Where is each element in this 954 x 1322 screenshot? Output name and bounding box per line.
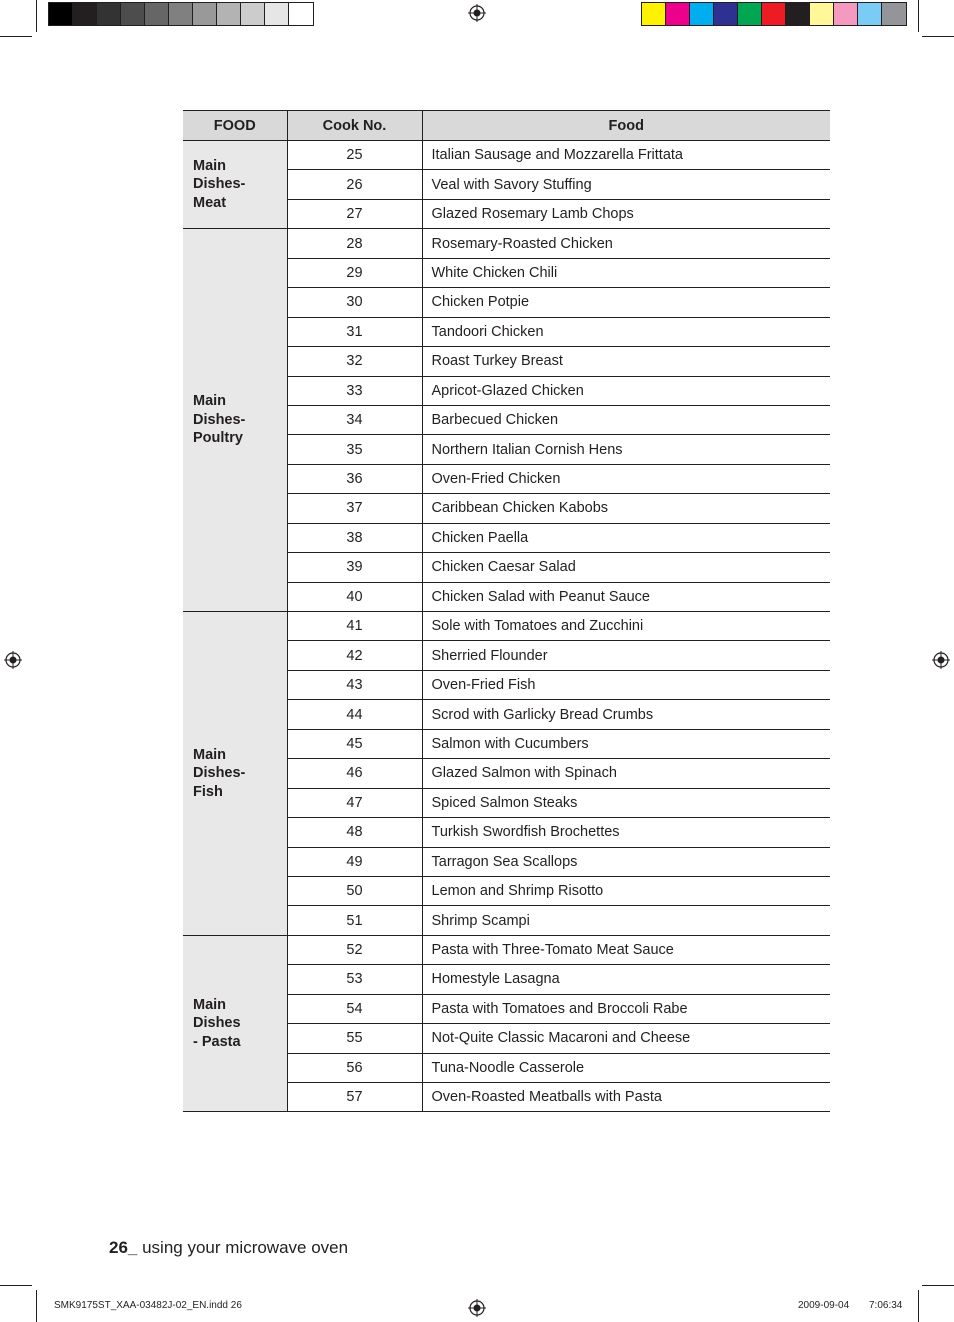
color-swatch [762,3,786,25]
food-name-cell: Chicken Caesar Salad [422,553,830,582]
page-number: 26_ [109,1238,138,1257]
food-category-cell: Main Dishes- Poultry [183,229,287,612]
cook-number-cell: 47 [287,788,422,817]
food-name-cell: Not-Quite Classic Macaroni and Cheese [422,1024,830,1053]
grayscale-color-bar [48,2,314,26]
cook-number-cell: 53 [287,965,422,994]
food-name-cell: White Chicken Chili [422,258,830,287]
food-name-cell: Scrod with Garlicky Bread Crumbs [422,700,830,729]
crop-mark [0,36,32,37]
color-swatch [49,3,73,25]
crop-mark [922,1285,954,1286]
slug-filename: SMK9175ST_XAA-03482J-02_EN.indd 26 [54,1300,242,1311]
color-swatch [738,3,762,25]
cook-number-cell: 52 [287,935,422,964]
page-footer [109,1238,348,1258]
food-name-cell: Oven-Fried Fish [422,670,830,699]
cook-number-cell: 42 [287,641,422,670]
cook-number-cell: 54 [287,994,422,1023]
food-name-cell: Tandoori Chicken [422,317,830,346]
cook-number-cell: 33 [287,376,422,405]
food-name-cell: Chicken Potpie [422,288,830,317]
cook-number-cell: 39 [287,553,422,582]
color-swatch [666,3,690,25]
food-name-cell: Northern Italian Cornish Hens [422,435,830,464]
food-name-cell: Sole with Tomatoes and Zucchini [422,612,830,641]
color-swatch [834,3,858,25]
color-swatch [169,3,193,25]
cook-number-cell: 40 [287,582,422,611]
header-food-category: FOOD [183,111,287,141]
cook-number-cell: 25 [287,141,422,170]
cook-number-cell: 32 [287,347,422,376]
header-food-name: Food [422,111,830,141]
color-swatch [241,3,265,25]
food-name-cell: Spiced Salmon Steaks [422,788,830,817]
color-swatch [217,3,241,25]
crop-mark [918,0,919,32]
food-name-cell: Roast Turkey Breast [422,347,830,376]
table-row [183,141,830,170]
table-row [183,229,830,258]
food-name-cell: Lemon and Shrimp Risotto [422,876,830,905]
color-swatch [145,3,169,25]
food-name-cell: Barbecued Chicken [422,405,830,434]
color-swatch [121,3,145,25]
color-swatch [193,3,217,25]
color-swatch [289,3,313,25]
color-swatch [97,3,121,25]
header-cook-number: Cook No. [287,111,422,141]
food-name-cell: Shrimp Scampi [422,906,830,935]
food-name-cell: Veal with Savory Stuffing [422,170,830,199]
table-row [183,935,830,964]
cook-number-cell: 27 [287,199,422,228]
color-swatch [882,3,906,25]
food-category-cell: Main Dishes - Pasta [183,935,287,1112]
food-name-cell: Glazed Salmon with Spinach [422,759,830,788]
color-swatch [714,3,738,25]
color-swatch [73,3,97,25]
cook-number-cell: 45 [287,729,422,758]
cook-number-cell: 49 [287,847,422,876]
food-name-cell: Turkish Swordfish Brochettes [422,818,830,847]
food-name-cell: Pasta with Tomatoes and Broccoli Rabe [422,994,830,1023]
cook-number-cell: 46 [287,759,422,788]
slug-time: 7:06:34 [869,1300,903,1311]
color-swatch [786,3,810,25]
process-color-bar [641,2,907,26]
food-name-cell: Italian Sausage and Mozzarella Frittata [422,141,830,170]
registration-mark-icon [932,651,950,669]
cook-number-cell: 36 [287,464,422,493]
cook-number-cell: 57 [287,1083,422,1112]
cook-number-cell: 48 [287,818,422,847]
food-name-cell: Glazed Rosemary Lamb Chops [422,199,830,228]
cook-number-cell: 56 [287,1053,422,1082]
food-name-cell: Homestyle Lasagna [422,965,830,994]
cook-number-cell: 51 [287,906,422,935]
cook-number-cell: 31 [287,317,422,346]
food-name-cell: Caribbean Chicken Kabobs [422,494,830,523]
registration-mark-icon [4,651,22,669]
crop-mark [36,1290,37,1322]
table-row [183,612,830,641]
cook-number-cell: 37 [287,494,422,523]
cook-number-cell: 34 [287,405,422,434]
food-name-cell: Apricot-Glazed Chicken [422,376,830,405]
food-name-cell: Chicken Paella [422,523,830,552]
cook-number-cell: 26 [287,170,422,199]
color-swatch [642,3,666,25]
food-name-cell: Pasta with Three-Tomato Meat Sauce [422,935,830,964]
crop-mark [922,36,954,37]
food-name-cell: Tarragon Sea Scallops [422,847,830,876]
section-title: using your microwave oven [137,1238,349,1257]
color-swatch [810,3,834,25]
registration-mark-icon [468,1299,486,1317]
slug-date: 2009-09-04 [798,1300,850,1311]
cook-menu-table [183,110,830,1112]
cook-number-cell: 43 [287,670,422,699]
food-name-cell: Oven-Roasted Meatballs with Pasta [422,1083,830,1112]
food-category-cell: Main Dishes- Meat [183,141,287,229]
color-swatch [858,3,882,25]
food-name-cell: Oven-Fried Chicken [422,464,830,493]
food-name-cell: Chicken Salad with Peanut Sauce [422,582,830,611]
cook-number-cell: 55 [287,1024,422,1053]
cook-number-cell: 29 [287,258,422,287]
color-swatch [690,3,714,25]
cook-number-cell: 44 [287,700,422,729]
crop-mark [36,0,37,32]
cook-number-cell: 50 [287,876,422,905]
cook-number-cell: 35 [287,435,422,464]
food-name-cell: Tuna-Noodle Casserole [422,1053,830,1082]
cook-number-cell: 30 [287,288,422,317]
food-category-cell: Main Dishes- Fish [183,612,287,936]
cook-number-cell: 41 [287,612,422,641]
crop-mark [0,1285,32,1286]
crop-mark [918,1290,919,1322]
cook-number-cell: 38 [287,523,422,552]
food-name-cell: Sherried Flounder [422,641,830,670]
food-name-cell: Salmon with Cucumbers [422,729,830,758]
cook-number-cell: 28 [287,229,422,258]
color-swatch [265,3,289,25]
registration-mark-icon [468,4,486,22]
food-name-cell: Rosemary-Roasted Chicken [422,229,830,258]
table-header-row [183,111,830,141]
